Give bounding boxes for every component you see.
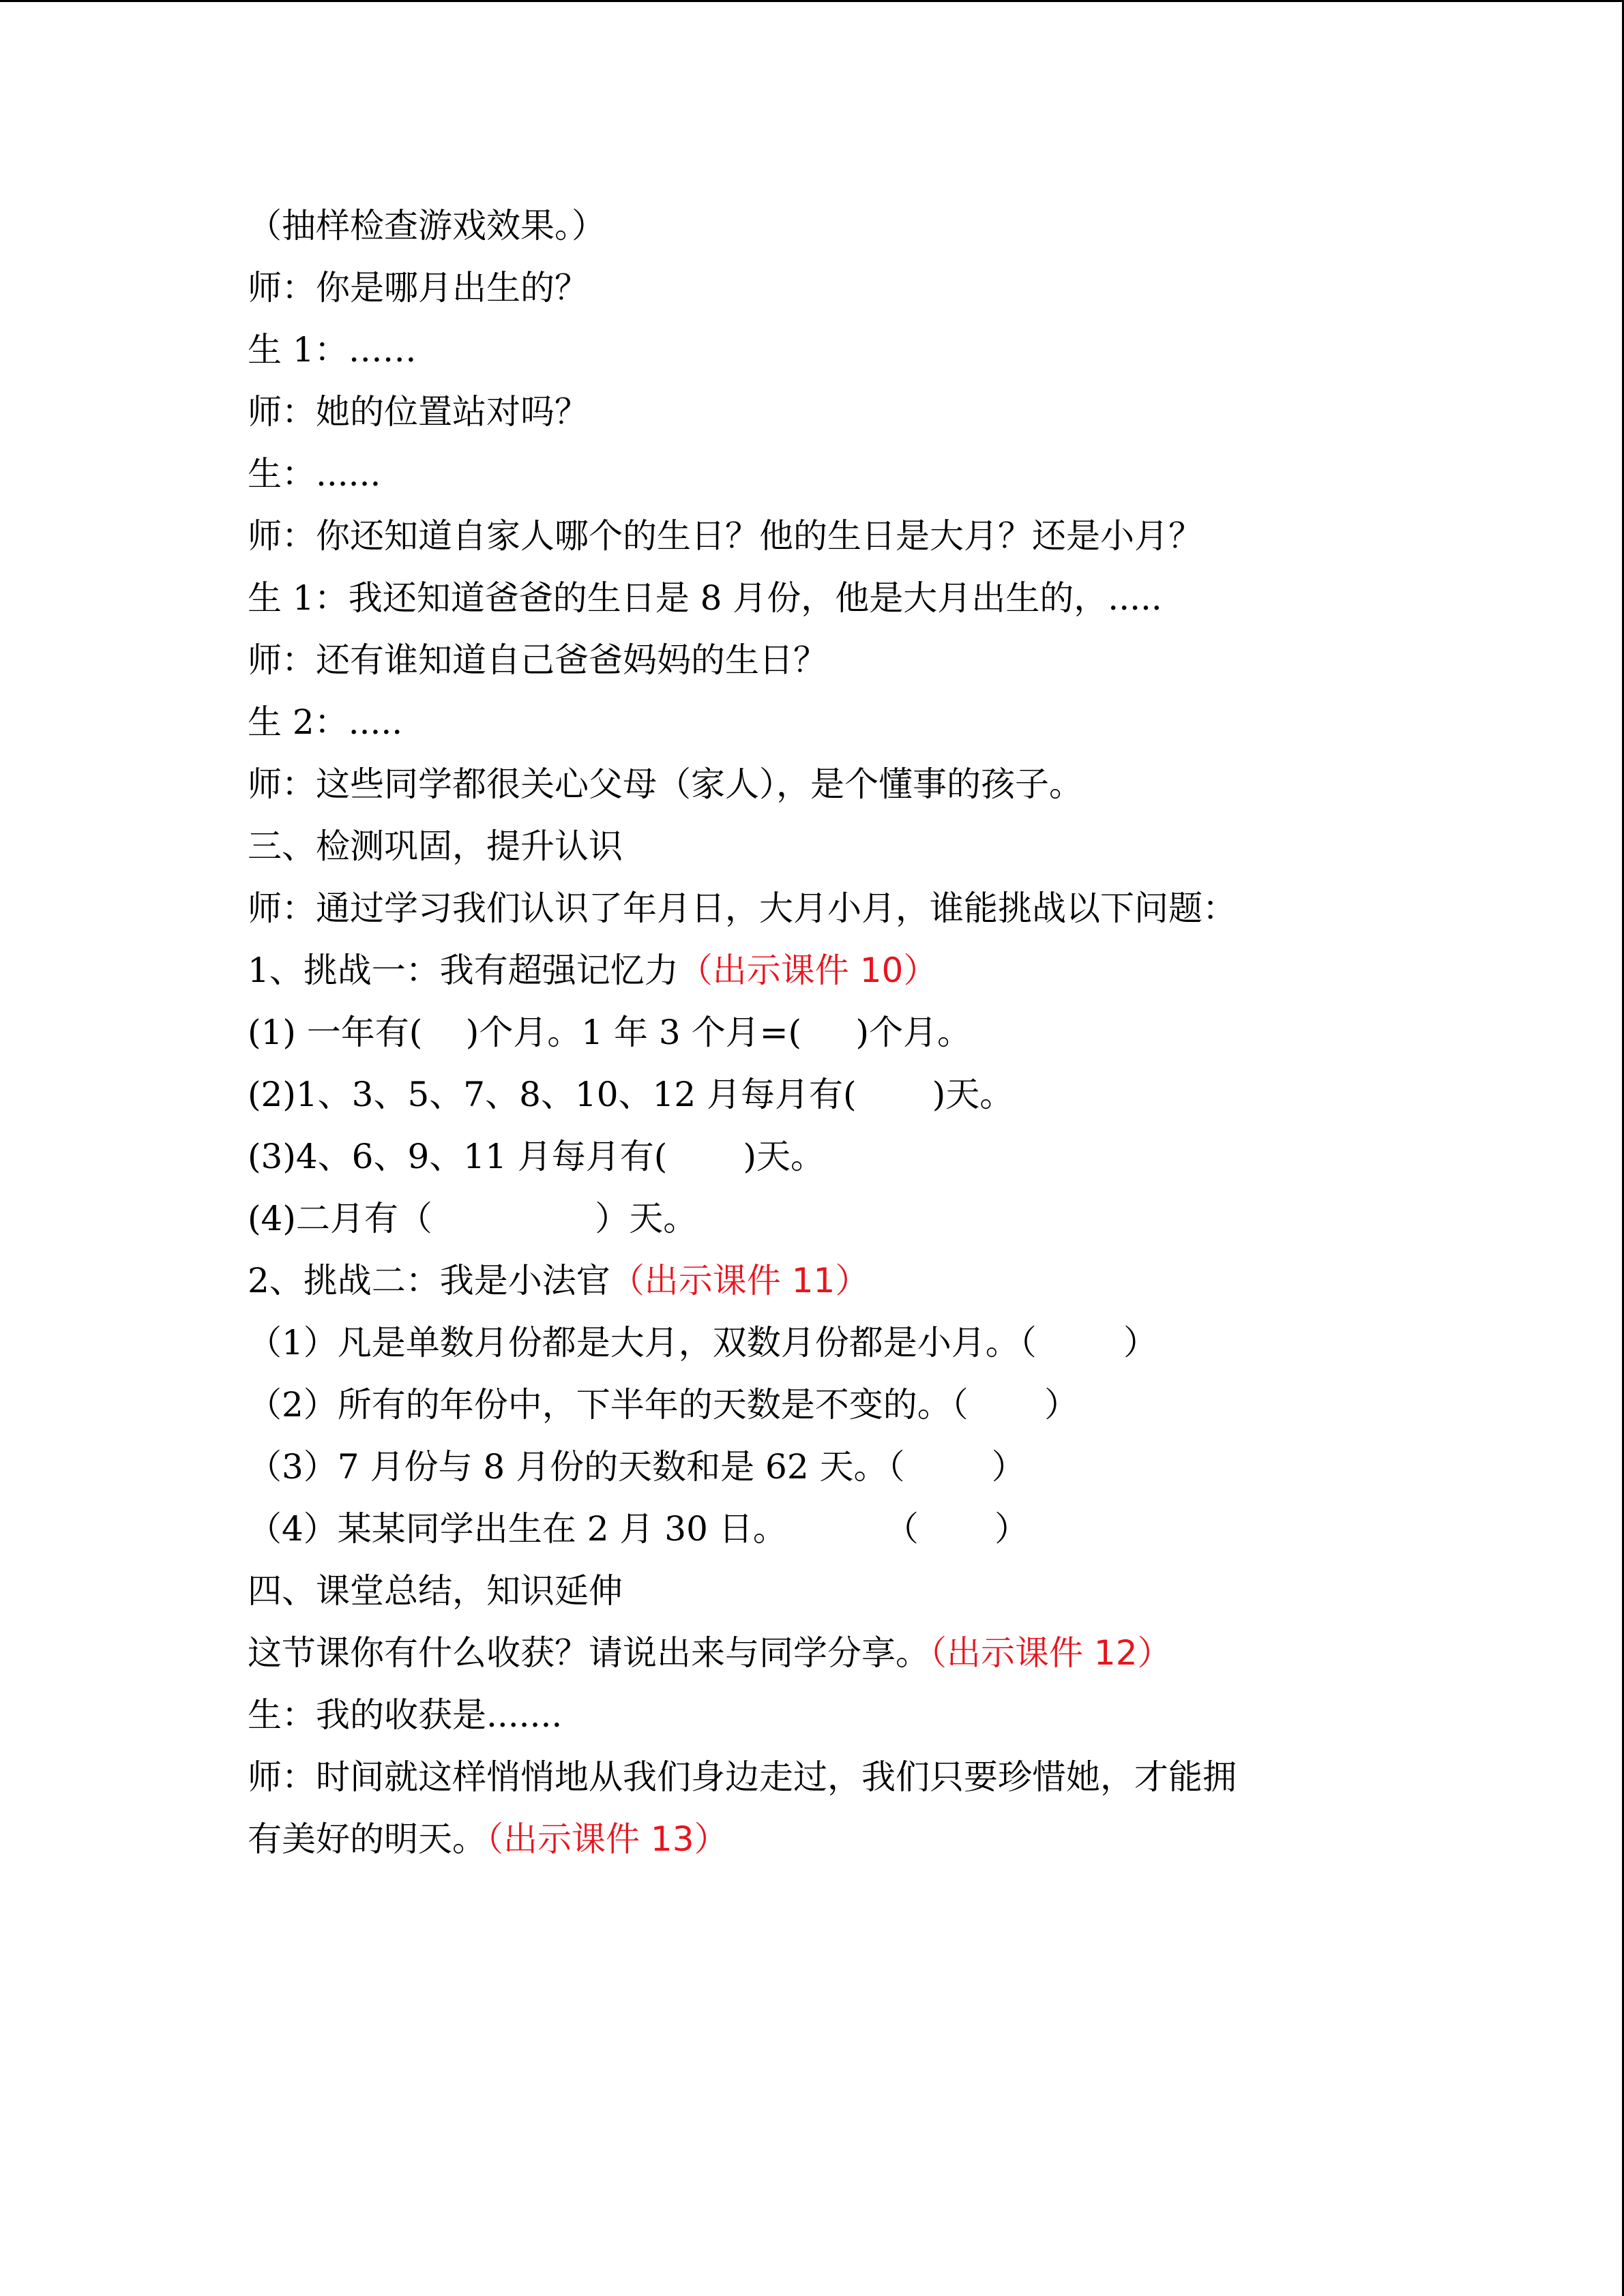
text-line: （抽样检查游戏效果。）: [248, 206, 606, 245]
challenge-heading: 1、挑战一：我有超强记忆力（出示课件 10）: [248, 951, 938, 990]
text-line: 师：你还知道自家人哪个的生日？他的生日是大月？还是小月？: [248, 516, 1202, 556]
section-heading: 四、课堂总结，知识延伸: [248, 1571, 623, 1611]
courseware-note: （出示课件 13）: [486, 1819, 728, 1859]
text-line: 师：还有谁知道自己爸爸妈妈的生日？: [248, 640, 827, 680]
text-line: 师：这些同学都很关心父母（家人），是个懂事的孩子。: [248, 764, 1083, 804]
text-line: 生：我的收获是.......: [248, 1695, 563, 1735]
text-line: 师：你是哪月出生的？: [248, 268, 589, 308]
question-item: （2）所有的年份中，下半年的天数是不变的。（ ）: [248, 1385, 1079, 1425]
question-item: (3)4、6、9、11 月每月有( )天。: [248, 1137, 825, 1176]
text-line: 生 1：我还知道爸爸的生日是 8 月份，他是大月出生的，.....: [248, 578, 1162, 618]
page-top-border: [0, 0, 1624, 2]
courseware-note: （出示课件 11）: [610, 1261, 870, 1300]
document-body: [248, 195, 1393, 1870]
question-item: (4)二月有（ ）天。: [248, 1199, 698, 1238]
question-item: （1）凡是单数月份都是大月，双数月份都是小月。（ ）: [248, 1323, 1157, 1362]
text-line: 这节课你有什么收获？请说出来与同学分享。（出示课件 12）: [248, 1633, 1172, 1673]
question-item: (1) 一年有( )个月。1 年 3 个月=( )个月。: [248, 1013, 971, 1052]
text-line: 师：她的位置站对吗？: [248, 392, 589, 432]
courseware-note: （出示课件 12）: [930, 1633, 1172, 1673]
text-line: 生 1：……: [248, 330, 417, 370]
text-line: 师：时间就这样悄悄地从我们身边走过，我们只要珍惜她，才能拥: [248, 1757, 1237, 1797]
text-line: 生 2：.....: [248, 702, 403, 742]
question-item: （3）7 月份与 8 月份的天数和是 62 天。（ ）: [248, 1447, 1026, 1487]
question-item: (2)1、3、5、7、8、10、12 月每月有( )天。: [248, 1075, 1014, 1114]
section-heading: 三、检测巩固，提升认识: [248, 826, 623, 866]
text-line: 生：......: [248, 454, 381, 494]
text-line: 有美好的明天。（出示课件 13）: [248, 1819, 728, 1859]
text-line: 师：通过学习我们认识了年月日，大月小月，谁能挑战以下问题：: [248, 889, 1237, 928]
question-item: （4）某某同学出生在 2 月 30 日。 （ ）: [248, 1509, 1029, 1549]
challenge-heading: 2、挑战二：我是小法官（出示课件 11）: [248, 1261, 870, 1300]
courseware-note: （出示课件 10）: [678, 951, 938, 990]
